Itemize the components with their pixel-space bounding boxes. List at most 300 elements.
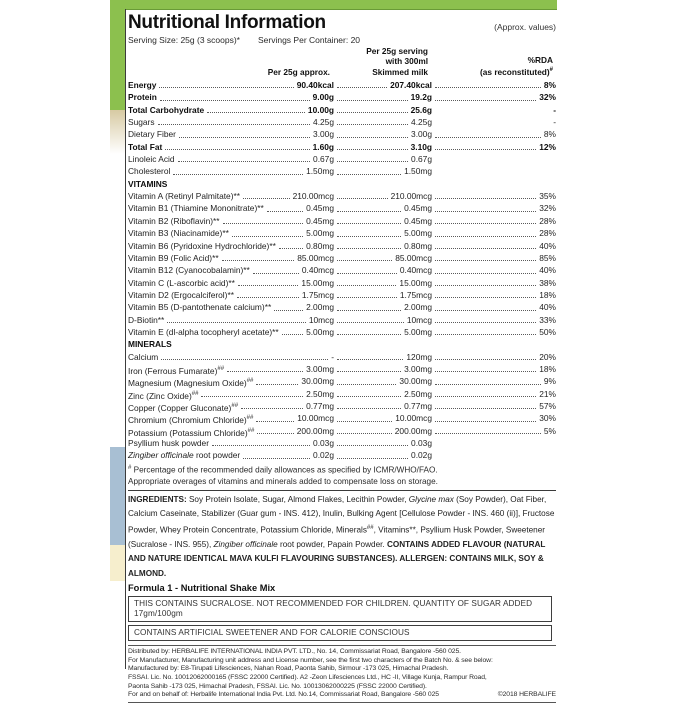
dot-leader [282,334,303,335]
value-per-25g-cell [198,388,334,400]
nutrient-row [128,141,556,153]
dot-leader [337,174,401,175]
value-with-milk-cell [334,277,432,289]
dot-leader [337,445,408,446]
footer-line: Distributed by: HERBALIFE INTERNATIONAL INDIA PVT. LTD., No. 14, Commissariat Road, Bangalore -560 025. [128,647,461,655]
value-per-25g: 10.00g [307,104,334,115]
nutrient-row [128,314,556,326]
value-rda-cell [432,314,556,326]
value-rda: 85% [539,252,556,263]
dot-leader [212,445,310,446]
value-with-milk: 3.00mg [404,364,432,374]
nutrient-name: Psyllium husk powder [128,438,209,449]
page-title: Nutritional Information [128,12,326,33]
value-rda: 20% [539,351,556,362]
servings-per-container: Servings Per Container: 20 [257,35,361,45]
nutrient-row [128,116,556,128]
value-with-milk-cell [334,91,432,103]
value-per-25g: 200.00mg [296,425,334,436]
dot-leader [337,100,408,101]
footer-line: Manufactured by: E8-Tirupati Lifesciences, Nahan Road, Paonta Sahib, Sirmour -173 025, Himachal Pradesh. [128,665,449,673]
value-with-milk-cell [334,141,432,153]
dot-leader [227,371,303,372]
value-rda: 21% [539,388,556,399]
value-with-milk: 4.25g [411,117,432,128]
value-per-25g: 15.00mg [301,277,334,288]
value-with-milk-cell [334,437,432,449]
nutrient-name: D-Biotin** [128,314,165,325]
value-per-25g-cell [240,449,334,461]
value-per-25g-cell [229,227,334,239]
value-rda-cell [432,264,556,276]
footer-last-line [128,691,556,700]
value-with-milk-cell [334,116,432,128]
dot-leader [337,384,396,385]
value-rda: 18% [539,289,556,300]
value-with-milk: 210.00mcg [390,191,432,202]
value-rda: - [553,117,556,128]
value-per-25g: 4.25g [313,117,334,128]
value-rda: 8% [543,80,556,90]
ingredients-segment: ## [366,525,374,532]
dot-leader [238,285,299,286]
value-rda: 35% [539,191,556,202]
column-headers [128,46,556,77]
nutrient-name: Vitamin B1 (Thiamine Mononitrate)** [128,203,264,214]
nutrient-name: Vitamin D2 (Ergocalciferol)** [128,289,234,300]
value-with-milk-cell [334,252,432,264]
warning-box-sucralose: THIS CONTAINS SUCRALOSE. NOT RECOMMENDED FOR CHILDREN. QUANTITY OF SUGAR ADDED 17gm/100gm [128,596,552,622]
dot-leader [223,223,304,224]
value-with-milk: 0.77mg [404,401,432,412]
value-per-25g-cell [156,79,334,91]
dot-leader [435,87,541,88]
dot-leader [435,285,536,286]
value-with-milk-cell [334,301,432,313]
value-rda-cell [432,190,556,202]
value-rda-cell [432,400,556,412]
value-with-milk: 200.00mg [394,425,432,436]
dot-leader [337,334,401,335]
value-with-milk: 1.75mcg [399,289,432,300]
nutrient-row [128,240,556,252]
dot-leader [435,198,536,199]
dot-leader [178,161,310,162]
value-with-milk: 120mg [406,351,432,362]
ingredients-segment: CONTAINS ADDED FLAVOUR (NATURAL AND NATURE IDENTICAL MAVA KULFI FLAVOURING SUBSTANCES). ALLERGEN: CONTAINS MILK, SOY & ALMOND. [128,540,546,578]
dot-leader [207,112,305,113]
value-with-milk: 30.00mg [399,376,432,387]
dot-leader [267,211,303,212]
package-edge-tan-strip [110,110,125,154]
dot-leader [337,137,408,138]
dot-leader [435,149,536,150]
ingredients-segment: INGREDIENTS: [128,494,189,504]
nutrient-row [128,165,556,177]
nutrient-row [128,425,556,437]
dot-leader [435,273,536,274]
dot-leader [160,100,310,101]
dot-leader [337,236,401,237]
value-with-milk-cell [334,412,432,424]
value-rda-cell [432,165,556,177]
value-per-25g: 9.00g [312,92,334,103]
value-rda: 57% [539,401,556,412]
value-per-25g: 0.80mg [306,240,334,251]
footnote-rda: # Percentage of the recommended daily allowances as specified by ICMR/WHO/FAO. [128,464,438,475]
formula-line: Formula 1 - Nutritional Shake Mix [128,582,276,593]
value-with-milk-cell [334,400,432,412]
value-rda: 32% [539,92,556,103]
value-rda-cell [432,277,556,289]
dot-leader [337,124,408,125]
value-rda: 18% [539,364,556,374]
dot-leader [161,359,328,360]
label-content [128,9,556,703]
value-per-25g: 2.50mg [306,388,334,399]
value-rda: 38% [539,277,556,288]
value-per-25g-cell [238,400,334,412]
dot-leader [435,248,536,249]
value-per-25g: 85.00mcg [297,252,334,263]
value-rda-cell [432,202,556,214]
value-per-25g-cell [162,141,334,153]
dot-leader [337,396,401,397]
dot-leader [337,248,401,249]
value-rda-cell [432,141,556,153]
section-header: VITAMINS [128,178,168,189]
dot-leader [435,396,536,397]
dot-leader [243,198,290,199]
nutrient-name: Linoleic Acid [128,154,175,165]
value-rda-cell [432,301,556,313]
dot-leader [179,137,310,138]
dot-leader [435,211,536,212]
value-per-25g: 0.45mg [306,215,334,226]
ingredients-segment: Soy Protein Isolate, Sugar, Almond Flakes, Lecithin Powder, [188,494,409,504]
value-per-25g-cell [250,264,334,276]
nutrient-name: Zingiber officinale root powder [128,450,241,461]
value-rda-cell [432,425,556,437]
nutrient-name: Vitamin A (Retinyl Palmitate)** [128,191,241,202]
dot-leader [435,359,536,360]
dot-leader [243,458,310,459]
value-with-milk: 5.00mg [404,228,432,239]
package-edge-blue-strip [110,447,125,545]
value-per-25g-cell [209,437,334,449]
dot-leader [435,137,541,138]
footer-line: For Manufacturer, Manufacturing unit address and License number, see the first two characters of the Batch No. & see below: [128,656,493,664]
value-rda-cell [432,79,556,91]
value-rda: 40% [539,265,556,276]
value-per-25g-cell [276,240,334,252]
dot-leader [337,112,408,113]
value-with-milk-cell [334,165,432,177]
value-per-25g-cell [279,326,334,338]
package-edge-green-strip [110,0,125,110]
value-per-25g: 5.00mg [306,228,334,239]
nutrient-row [128,388,556,400]
dot-leader [337,260,392,261]
dot-leader [241,408,303,409]
value-per-25g-cell [170,165,334,177]
value-with-milk-cell [334,227,432,239]
value-per-25g: 3.00mg [306,364,334,374]
value-with-milk-cell [334,375,432,387]
value-per-25g-cell [240,190,334,202]
value-rda: 8% [543,129,556,140]
value-with-milk: 3.10g [410,141,432,152]
value-with-milk-cell [334,79,432,91]
value-rda-cell [432,240,556,252]
nutrient-name: Vitamin B3 (Niacinamide)** [128,228,229,239]
dot-leader [435,297,536,298]
dot-leader [337,433,392,434]
nutrient-name: Sugars [128,117,155,128]
value-per-25g-cell [164,314,334,326]
value-rda-cell [432,104,556,116]
nutrient-name: Potassium (Potassium Chloride)## [128,427,255,438]
ingredients-segment: , Vitamins**, Psyllium Husk Powder, Sweetener (Sucralose - INS. 955), [128,526,546,550]
dot-leader [173,174,303,175]
dot-leader [337,371,401,372]
value-with-milk: 0.80mg [404,240,432,251]
value-with-milk: 0.45mg [404,215,432,226]
ingredients-segment: (Soy Powder), Oat Fiber, Calcium Caseinate, Stabilizer (Guar gum - INS. 412), Inulin, Bulking Agent [Cellulose Powder - INS. 460 (ii)], Fructose Powder, Whey Protein Concentrate, Potassium Chloride, Minerals [128,494,555,536]
value-per-25g: 5.00mg [306,326,334,337]
nutrient-row [128,215,556,227]
nutrient-row [128,449,556,461]
nutrient-row [128,190,556,202]
value-rda-cell [432,227,556,239]
value-with-milk: 19.2g [410,92,432,103]
value-rda-cell [432,437,556,449]
value-with-milk: 10mcg [406,314,432,325]
value-rda-cell [432,363,556,375]
value-with-milk-cell [334,202,432,214]
ingredients-text [128,493,556,581]
value-per-25g: 30.00mg [301,376,334,387]
dot-leader [337,223,401,224]
value-with-milk: 15.00mg [399,277,432,288]
label-left-border [125,9,126,669]
value-per-25g: 2.00mg [306,302,334,313]
dot-leader [337,273,397,274]
dot-leader [337,359,403,360]
dot-leader [279,248,303,249]
value-per-25g-cell [253,375,334,387]
value-per-25g-cell [220,215,334,227]
value-rda-cell [432,412,556,424]
column-header-with-milk: Per 25g serving with 300ml Skimmed milk [366,46,428,77]
value-rda: 50% [539,326,556,337]
dot-leader [435,223,536,224]
value-with-milk: 0.02g [411,450,432,461]
value-rda-cell [432,116,556,128]
nutrient-name: Total Carbohydrate [128,104,205,115]
value-per-25g-cell [176,128,334,140]
value-rda-cell [432,351,556,363]
dot-leader [274,310,303,311]
dot-leader [435,371,536,372]
value-rda-cell [432,91,556,103]
nutrient-row [128,153,556,165]
dot-leader [337,408,401,409]
nutrient-row [128,400,556,412]
value-rda-cell [432,289,556,301]
nutrient-name: Calcium [128,351,159,362]
nutrient-name: Iron (Ferrous Fumarate)## [128,365,225,376]
dot-leader [337,322,404,323]
value-with-milk-cell [334,351,432,363]
nutrient-name: Vitamin B2 (Riboflavin)** [128,215,220,226]
dot-leader [337,161,408,162]
dot-leader [337,297,397,298]
value-rda: 40% [539,302,556,313]
value-per-25g: 1.75mcg [301,289,334,300]
dot-leader [337,211,401,212]
nutrient-name: Chromium (Chromium Chloride)## [128,415,254,426]
approx-values-note: (Approx. values) [494,22,556,32]
nutrient-row [128,104,556,116]
value-per-25g: 0.67g [313,154,334,165]
nutrient-row [128,301,556,313]
value-with-milk-cell [334,425,432,437]
serving-size: Serving Size: 25g (3 scoops)* [128,35,240,45]
nutrient-name: Cholesterol [128,166,171,177]
value-per-25g: 10mcg [308,314,334,325]
nutrient-name: Energy [128,80,157,90]
value-rda-cell [432,153,556,165]
dot-leader [337,310,401,311]
nutrient-row [128,289,556,301]
value-rda: 12% [539,141,556,152]
value-with-milk-cell [334,289,432,301]
nutrient-row [128,252,556,264]
value-per-25g: 0.03g [313,438,334,449]
value-with-milk: 0.45mg [404,203,432,214]
value-per-25g: 0.02g [313,450,334,461]
value-rda: 30% [539,413,556,424]
value-per-25g: 90.40kcal [296,80,334,90]
column-header-rda: %RDA (as reconstituted)# [480,54,553,77]
value-with-milk-cell [334,264,432,276]
nutrient-row [128,437,556,449]
dot-leader [435,334,536,335]
section-header: MINERALS [128,339,172,350]
value-with-milk: 10.00mcg [395,413,432,424]
nutrient-name: Protein [128,92,157,103]
value-rda-cell [432,215,556,227]
divider-above-footer [128,645,556,646]
nutrient-name: Magnesium (Magnesium Oxide)## [128,378,254,389]
dot-leader [435,236,536,237]
dot-leader [435,310,536,311]
value-per-25g: 1.60g [312,141,334,152]
value-per-25g: 0.77mg [306,401,334,412]
value-per-25g: 0.45mg [306,203,334,214]
value-per-25g-cell [253,412,334,424]
value-with-milk: 3.00g [411,129,432,140]
value-per-25g: 210.00mcg [292,191,334,202]
dot-leader [158,124,310,125]
value-with-milk: 2.50mg [404,388,432,399]
nutrient-row [128,375,556,387]
value-with-milk: 85.00mcg [395,252,432,263]
nutrient-name: Vitamin E (dl-alpha tocopheryl acetate)** [128,326,279,337]
nutrient-row [128,351,556,363]
value-per-25g-cell [155,116,334,128]
nutrient-row [128,202,556,214]
value-per-25g: 1.50mg [306,166,334,177]
nutrient-row [128,277,556,289]
value-rda: 9% [543,376,556,387]
nutrient-name: Total Fat [128,141,163,152]
nutrient-row [128,128,556,140]
nutrient-row [128,227,556,239]
dot-leader [435,433,541,434]
ingredients-segment: Glycine max [408,494,454,504]
value-rda: 28% [539,228,556,239]
copyright: ©2018 HERBALIFE [497,691,556,699]
nutrient-row [128,264,556,276]
dot-leader [435,322,536,323]
dot-leader [337,87,387,88]
value-with-milk-cell [334,153,432,165]
value-rda: - [553,104,556,115]
value-rda: 32% [539,203,556,214]
value-with-milk: 0.03g [411,438,432,449]
value-rda: 33% [539,314,556,325]
value-with-milk-cell [334,128,432,140]
value-rda: 5% [543,425,556,436]
footer [128,648,556,703]
nutrition-rows [128,79,556,462]
value-per-25g: 0.40mcg [301,265,334,276]
dot-leader [167,322,306,323]
value-with-milk-cell [334,215,432,227]
serving-info [128,35,556,45]
value-rda-cell [432,449,556,461]
dot-leader [253,273,299,274]
value-with-milk: 207.40kcal [390,80,432,90]
dot-leader [237,297,299,298]
value-per-25g-cell [175,153,334,165]
nutrient-row [128,363,556,375]
value-per-25g-cell [219,252,334,264]
dot-leader [435,260,536,261]
dot-leader [232,236,303,237]
value-per-25g-cell [204,104,334,116]
nutrient-name: Copper (Copper Gluconate)## [128,402,239,413]
dot-leader [435,384,541,385]
bottom-rule [128,702,556,703]
value-with-milk: 0.67g [411,154,432,165]
nutrient-name: Zinc (Zinc Oxide)## [128,390,199,401]
nutrient-name: Vitamin B12 (Cyanocobalamin)** [128,265,250,276]
value-per-25g: - [331,351,334,362]
footer-line: FSSAI. Lic. No. 10012062000165 (FSSC 22000 Certified). A2 -Zeon Lifesciences Ltd., HC -II, Village Kunja, Rampur Road, [128,673,487,681]
dot-leader [257,433,293,434]
value-with-milk: 0.40mcg [399,265,432,276]
dot-leader [159,87,293,88]
value-per-25g-cell [234,289,334,301]
dot-leader [337,285,396,286]
dot-leader [435,421,536,422]
column-header-per-25g: Per 25g approx. [267,66,330,77]
ingredients-segment: root powder, Papain Powder. [277,540,387,550]
value-per-25g-cell [264,202,334,214]
